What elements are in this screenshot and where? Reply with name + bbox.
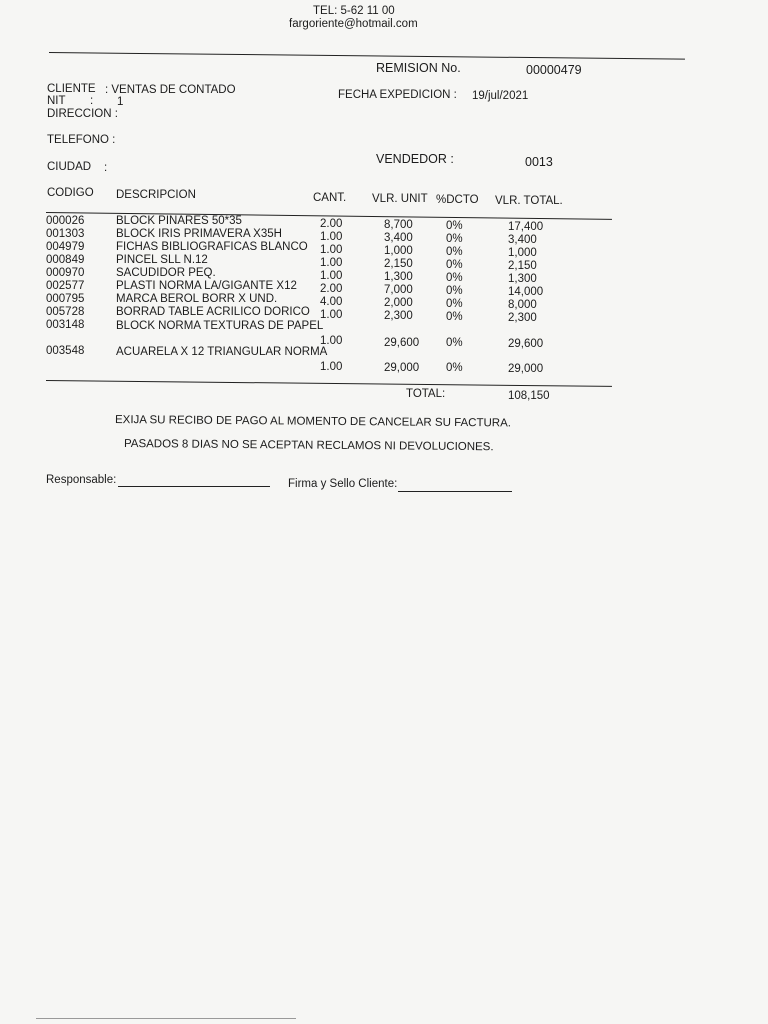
item-description: PLASTI NORMA LA/GIGANTE X12 [116,280,297,292]
col-header-vlr-unit: VLR. UNIT [372,193,428,205]
item-total: 1,000 [508,247,537,259]
item-description: PINCEL SLL N.12 [116,254,208,266]
item-code: 005728 [46,306,85,318]
direccion-label: DIRECCION : [47,108,118,120]
vendedor-label: VENDEDOR : [376,152,454,166]
remision-number: 00000479 [526,63,582,77]
item-unit-price: 29,600 [384,337,420,349]
responsable-label: Responsable: [46,474,117,486]
item-discount: 0% [446,259,463,271]
nit-label: NIT [47,95,66,107]
item-unit-price: 8,700 [384,219,413,231]
item-description: FICHAS BIBLIOGRAFICAS BLANCO [116,241,308,253]
item-description: BLOCK IRIS PRIMAVERA X35H [116,228,282,240]
item-code: 000795 [46,293,85,305]
nit-colon: : [90,95,94,107]
totals-divider [46,380,612,387]
top-divider [49,52,685,60]
ciudad-label: CIUDAD [47,161,92,173]
item-discount: 0% [446,362,463,374]
item-description: BLOCK PINARES 50*35 [116,215,242,227]
item-unit-price: 2,300 [384,310,413,322]
item-discount: 0% [446,337,463,349]
item-quantity: 1.00 [320,231,343,243]
item-unit-price: 7,000 [384,284,413,296]
item-total: 17,400 [508,221,544,233]
telefono-label: TELEFONO : [47,134,116,146]
item-total: 2,300 [508,312,537,324]
col-header-dcto: %DCTO [436,194,479,206]
item-total: 14,000 [508,286,544,298]
item-code: 003148 [46,319,85,331]
table-row [0,346,768,376]
item-description: BORRAD TABLE ACRILICO DORICO [116,306,310,318]
table-row [0,306,768,324]
col-header-cant: CANT. [313,192,347,204]
item-code: 000026 [46,215,85,227]
header-phone: TEL: 5-62 11 00 [313,5,395,17]
fecha-value: 19/jul/2021 [472,90,529,102]
scan-bottom-edge [36,1018,296,1019]
responsable-signature-line [118,486,270,487]
nit-value: 1 [117,96,124,108]
item-quantity: 4.00 [320,296,343,308]
item-description: MARCA BEROL BORR X UND. [116,293,278,305]
item-unit-price: 2,150 [384,258,413,270]
note-claims-policy: PASADOS 8 DIAS NO SE ACEPTAN RECLAMOS NI DEVOLUCIONES. [123,438,494,454]
remision-label: REMISION No. [376,61,461,75]
item-description: ACUARELA X 12 TRIANGULAR NORMA [116,346,328,358]
item-unit-price: 2,000 [384,297,413,309]
item-discount: 0% [446,246,463,258]
total-label: TOTAL: [406,388,446,400]
total-value: 108,150 [508,390,550,402]
item-code: 003548 [46,345,85,357]
item-code: 004979 [46,241,85,253]
item-discount: 0% [446,298,463,310]
col-header-vlr-total: VLR. TOTAL. [495,195,563,207]
item-unit-price: 1,000 [384,245,413,257]
item-unit-price: 1,300 [384,271,413,283]
item-quantity: 1.00 [320,309,343,321]
item-quantity: 1.00 [320,257,343,269]
item-description: SACUDIDOR PEQ. [116,267,216,279]
firma-label: Firma y Sello Cliente: [288,478,398,490]
item-description: BLOCK NORMA TEXTURAS DE PAPEL [116,320,324,332]
item-total: 29,600 [508,338,544,350]
item-discount: 0% [446,272,463,284]
vendedor-value: 0013 [525,155,553,169]
item-quantity: 1.00 [320,335,343,347]
col-header-descripcion: DESCRIPCION [116,189,196,201]
item-discount: 0% [446,311,463,323]
item-discount: 0% [446,285,463,297]
cliente-value: : VENTAS DE CONTADO [105,84,236,96]
item-quantity: 1.00 [320,244,343,256]
item-total: 1,300 [508,273,537,285]
item-code: 000849 [46,254,85,266]
item-total: 29,000 [508,363,544,375]
item-code: 001303 [46,228,85,240]
col-header-codigo: CODIGO [47,187,94,199]
item-unit-price: 29,000 [384,362,420,374]
fecha-label: FECHA EXPEDICION : [338,89,457,101]
item-code: 000970 [46,267,85,279]
item-total: 2,150 [508,260,537,272]
item-quantity: 2.00 [320,218,343,230]
item-unit-price: 3,400 [384,232,413,244]
note-payment-receipt: EXIJA SU RECIBO DE PAGO AL MOMENTO DE CANCELAR SU FACTURA. [114,414,512,430]
item-quantity: 2.00 [320,283,343,295]
item-discount: 0% [446,220,463,232]
item-discount: 0% [446,233,463,245]
item-code: 002577 [46,280,85,292]
item-quantity: 1.00 [320,361,343,373]
item-total: 8,000 [508,299,537,311]
firma-signature-line [398,491,512,492]
header-email: fargoriente@hotmail.com [289,18,418,30]
cliente-label: CLIENTE [47,83,96,95]
item-total: 3,400 [508,234,537,246]
item-quantity: 1.00 [320,270,343,282]
ciudad-colon: : [104,162,108,174]
